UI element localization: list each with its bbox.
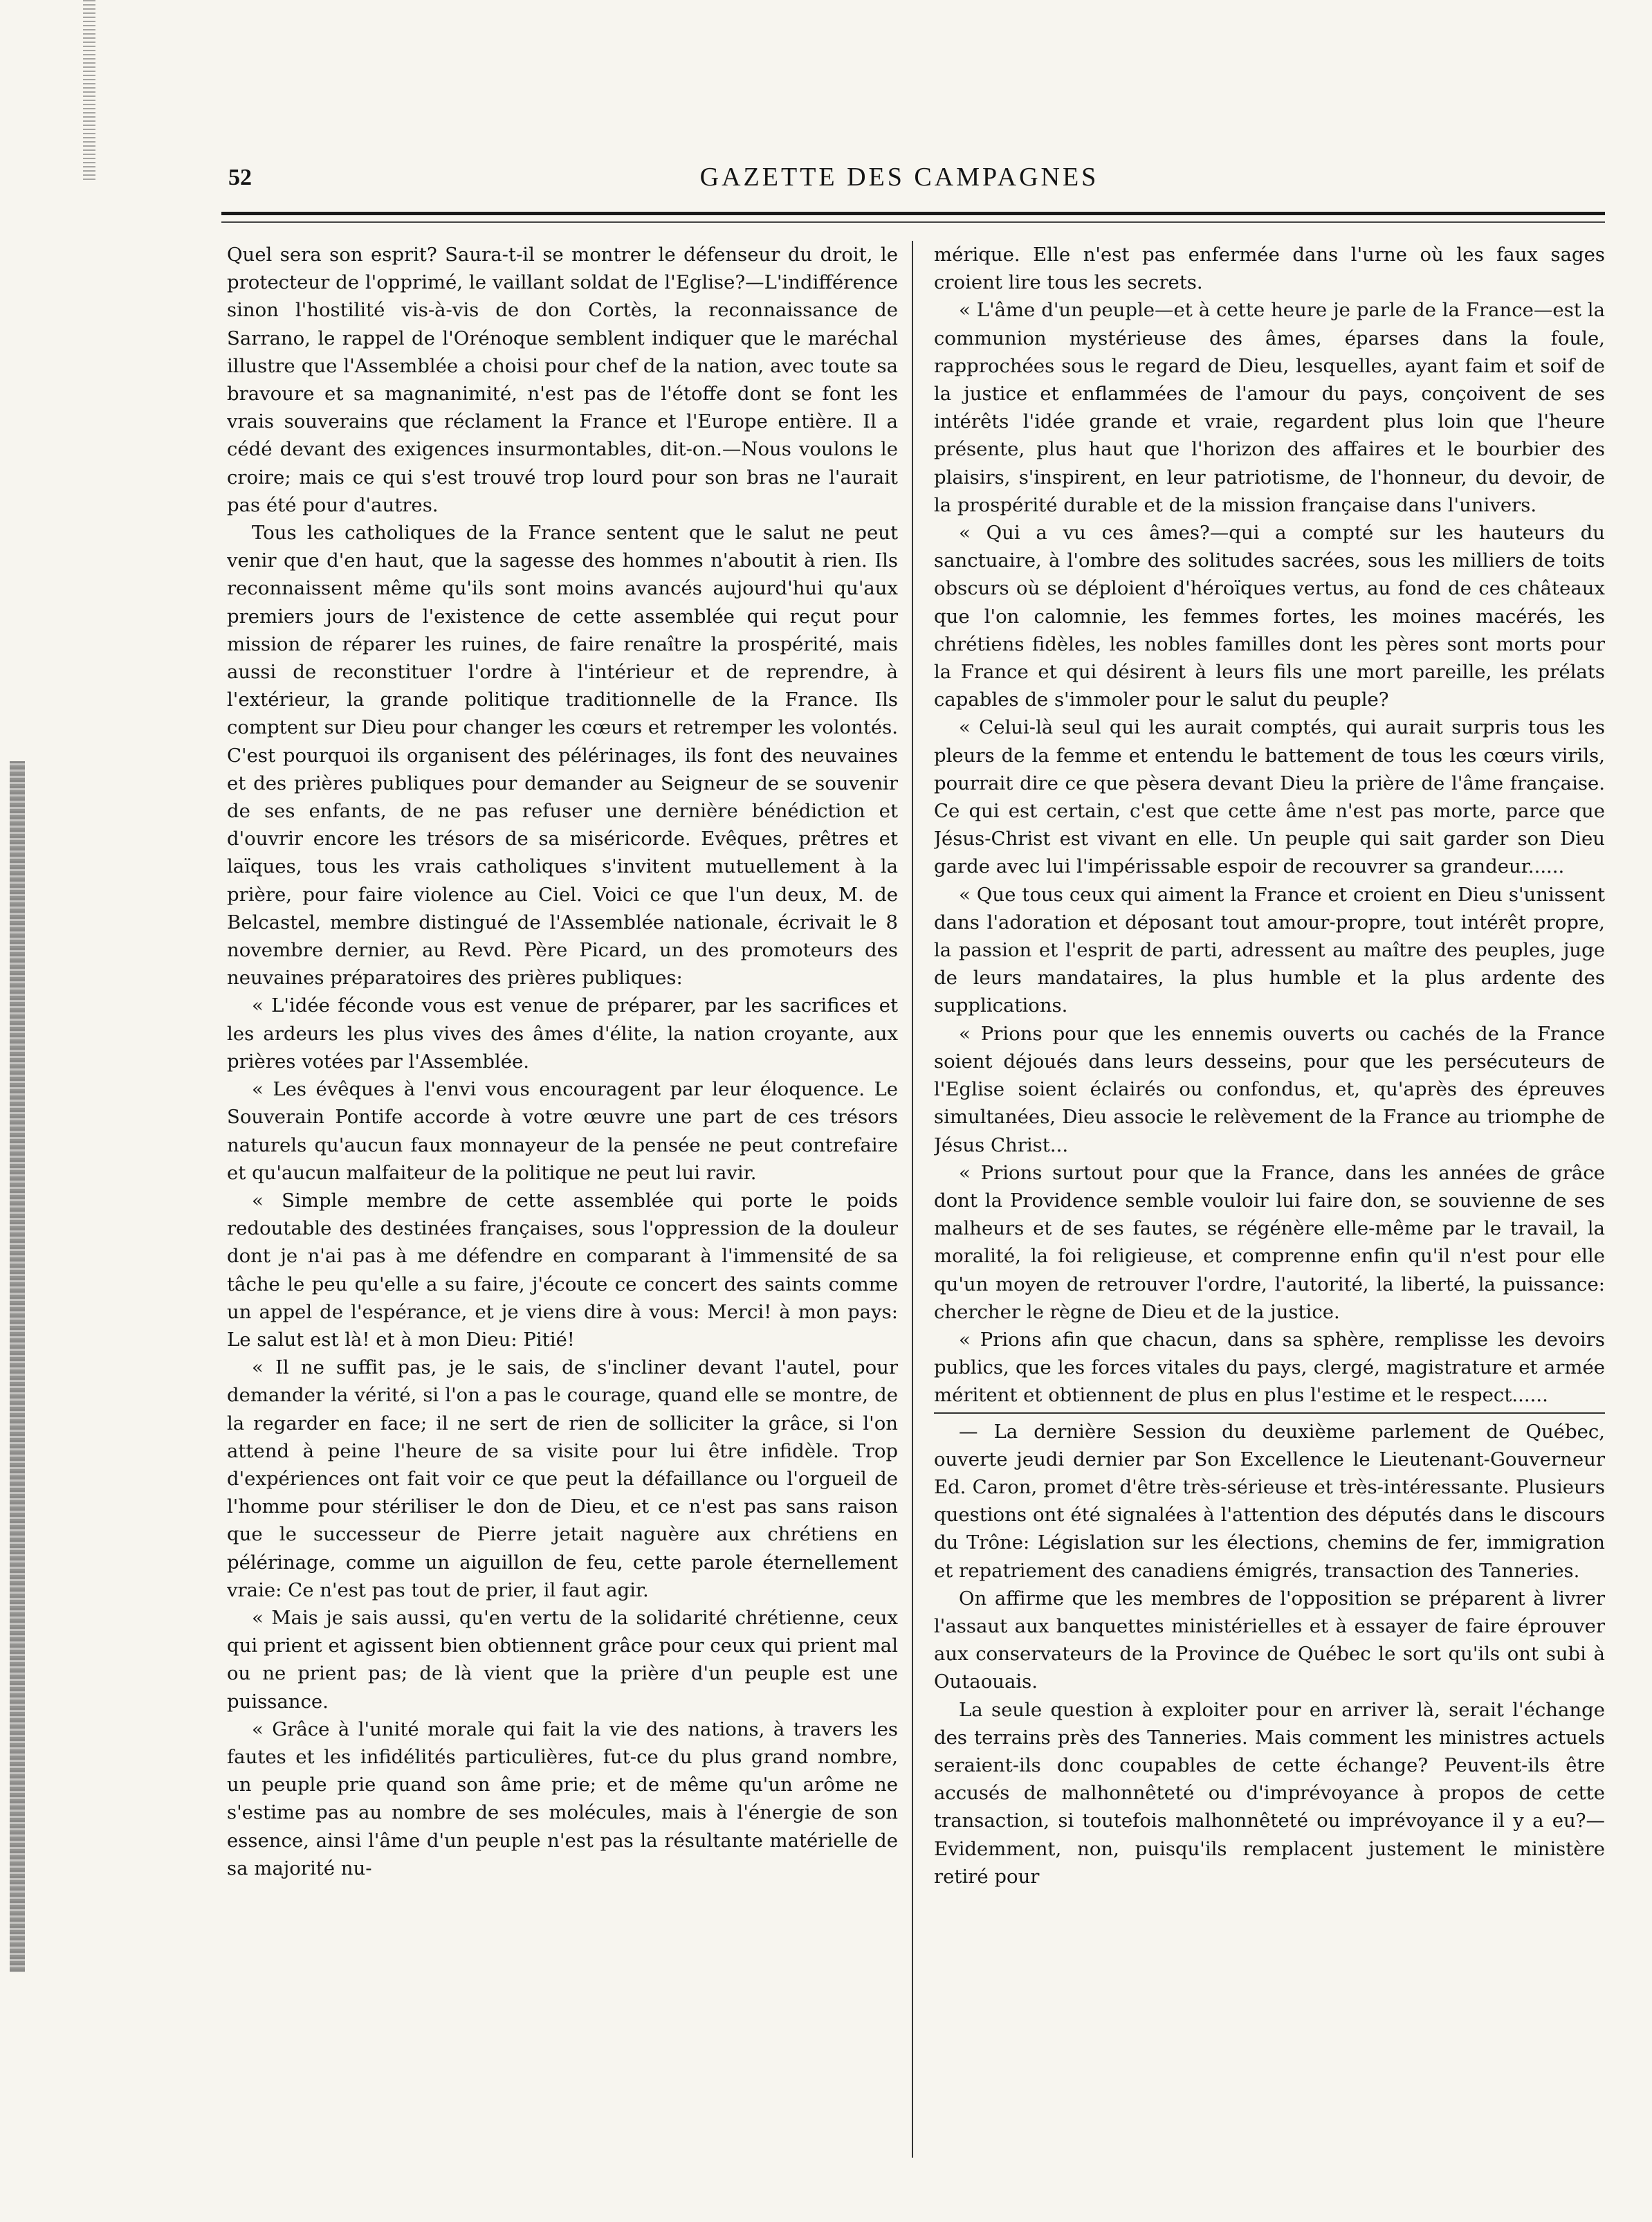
paragraph: Tous les catholiques de la France sentent que le salut ne peut venir que d'en haut, que la sagesse des hommes n'aboutit à rien. Ils reconnaissent même qu'ils sont moins avancés aujourd'hui qu'aux premiers jours de l'existence de cette assemblée qui reçut pour mission de réparer les ruines, de faire renaître la prospérité, mais aussi de reconstituer l'ordre à l'intérieur et de reprendre, à l'extérieur, la grande politique traditionnelle de la France. Ils comptent sur Dieu pour changer les cœurs et retremper les volontés. C'est pourquoi ils organisent des pélérinages, ils font des neuvaines et des prières publiques pour demander au Seigneur de se souvenir de ses enfants, de ne pas refuser une dernière bénédiction et d'ouvrir encore les trésors de sa miséricorde. Evêques, prêtres et laïques, tous les vrais catholiques s'invitent mutuellement à la prière, pour faire violence au Ciel. Voici ce que l'un deux, M. de Belcastel, membre distingué de l'Assemblée nationale, écrivait le 8 novembre dernier, au Revd. Père Picard, un des promoteurs des neuvaines préparatoires des prières publiques: — [227, 522, 898, 990]
paragraph: mérique. Elle n'est pas enfermée dans l'urne où les faux sages croient lire tous les secrets. — [934, 244, 1605, 294]
paragraph: « L'idée féconde vous est venue de préparer, par les sacrifices et les ardeurs les plus vives des âmes d'élite, la nation croyante, aux prières votées par l'Assemblée. — [227, 994, 898, 1073]
paragraph: « Prions afin que chacun, dans sa sphère, remplisse les devoirs publics, que les forces vitales du pays, clergé, magistrature et armée méritent et obtiennent de plus en plus l'estime et le respect...... — [934, 1328, 1605, 1407]
paragraph: « Prions pour que les ennemis ouverts ou cachés de la France soient déjoués dans leurs desseins, pour que les persécuteurs de l'Eglise soient éclairés ou confondus, et, qu'après des épreuves simultanées, Dieu associe le relèvement de la France au triomphe de Jésus Christ... — [934, 1022, 1605, 1156]
page-header — [208, 158, 1591, 199]
news-item-quebec-session: — La dernière Session du deuxième parlement de Québec, ouverte jeudi dernier par Son Excellence le Lieutenant-Gouverneur Ed. Caron, promet d'être très-sérieuse et très-intéressante. Plusieurs questions ont été signalées à l'attention des députés dans le discours du Trône: Législation sur les élections, chemins de fer, immigration et repatriement des canadiens émigrés, transaction des Tanneries. — [934, 1412, 1605, 1585]
header-rule — [221, 212, 1605, 215]
paragraph: On affirme que les membres de l'opposition se préparent à livrer l'assaut aux banquettes ministérielles et à essayer de faire éprouver aux conservateurs de la Province de Québec le sort qu'ils ont subi à Outaouais. — [934, 1587, 1605, 1693]
paragraph: « Mais je sais aussi, qu'en vertu de la solidarité chrétienne, ceux qui prient et agissent bien obtiennent grâce pour ceux qui prient mal ou ne prient pas; de là vient que la prière d'un peuple est une puissance. — [227, 1606, 898, 1713]
scan-edge-artifact — [10, 761, 25, 1972]
paragraph: La seule question à exploiter pour en arriver là, serait l'échange des terrains près des Tanneries. Mais comment les ministres actuels seraient-ils donc coupables de cette échange? Peuvent-ils être accusés de malhonnêteté ou d'imprévoyance à propos de cette transaction, si toutefois malhonnêteté ou imprévoyance il y a eu?—Evidemment, non, puisqu'ils remplacent justement le ministère retiré pour — [934, 1698, 1605, 1888]
left-column — [227, 241, 898, 2178]
paragraph: « Grâce à l'unité morale qui fait la vie des nations, à travers les fautes et les infidélités particulières, fut-ce du plus grand nombre, un peuple prie quand son âme prie; et de même qu'un arôme ne s'estime pas au nombre de ses molécules, mais à l'énergie de son essence, ainsi l'âme d'un peuple n'est pas la résultante matérielle de sa majorité nu- — [227, 1718, 898, 1879]
scan-edge-artifact-top — [83, 0, 95, 180]
column-divider — [912, 241, 913, 2158]
paragraph: « Prions surtout pour que la France, dans les années de grâce dont la Providence semble vouloir lui faire don, se souvienne de ses malheurs et de ses fautes, se régénère elle-même par le travail, la moralité, la foi religieuse, et comprenne enfin qu'il n'est pour elle qu'un moyen de retrouver l'ordre, l'autorité, la liberté, la puissance: chercher le règne de Dieu et de la justice. — [934, 1161, 1605, 1323]
right-column — [934, 241, 1605, 2178]
header-rule-thin — [221, 221, 1605, 223]
newspaper-page — [208, 138, 1605, 2201]
paragraph: « Que tous ceux qui aiment la France et croient en Dieu s'unissent dans l'adoration et déposant tout amour-propre, tout intérêt propre, la passion et l'esprit de parti, adressent au maître des peuples, juge de leurs mandataires, la plus humble et la plus ardente des supplications. — [934, 883, 1605, 1017]
paragraph: « L'âme d'un peuple—et à cette heure je parle de la France—est la communion mystérieuse des âmes, éparses dans la foule, rapprochées sous le regard de Dieu, lesquelles, ayant faim et soif de la justice et enflammées de l'amour du pays, conçoivent de ses intérêts l'idée grande et vraie, regardent plus loin que l'heure présente, plus haut que l'horizon des affaires et le bourbier des plaisirs, s'inspirent, en leur patriotisme, de l'honneur, du devoir, de la prospérité durable et de la mission française dans l'univers. — [934, 299, 1605, 516]
page-number: 52 — [228, 165, 252, 190]
running-title: GAZETTE DES CAMPAGNES — [699, 163, 1099, 192]
paragraph: « Qui a vu ces âmes?—qui a compté sur les hauteurs du sanctuaire, à l'ombre des solitudes sacrées, sous les milliers de toits obscurs où se déploient d'héroïques vertus, au fond de ces châteaux que l'on calomnie, les femmes fortes, les moines macérés, les chrétiens fidèles, les nobles familles dont les pères sont morts pour la France et qui désirent à leurs fils une mort pareille, les prélats capables de s'immoler pour le salut du peuple? — [934, 522, 1605, 711]
paragraph: « Les évêques à l'envi vous encouragent par leur éloquence. Le Souverain Pontife accorde à votre œuvre une part de ces trésors naturels qu'aucun faux monnayeur de la pensée ne peut contrefaire et qu'aucun malfaiteur de la politique ne peut lui ravir. — [227, 1078, 898, 1184]
paragraph: « Il ne suffit pas, je le sais, de s'incliner devant l'autel, pour demander la vérité, si l'on a pas le courage, quand elle se montre, de la regarder en face; il ne sert de rien de solliciter la grâce, si l'on attend à peine l'heure de sa visite pour lui être infidèle. Trop d'expériences ont fait voir ce que peut la défaillance ou l'orgueil de l'homme pour stériliser le don de Dieu, et ce n'est pas sans raison que le successeur de Pierre jetait naguère aux chrétiens en pélérinage, comme un aiguillon de feu, cette parole éternellement vraie: Ce n'est pas tout de prier, il faut agir. — [227, 1356, 898, 1601]
paragraph: « Celui-là seul qui les aurait comptés, qui aurait surpris tous les pleurs de la femme et entendu le battement de tous les cœurs virils, pourrait dire ce que pèsera devant Dieu la prière de l'âme française. Ce qui est certain, c'est que cette âme n'est pas morte, parce que Jésus-Christ est vivant en elle. Un peuple qui sait garder son Dieu garde avec lui l'impérissable espoir de recouvrer sa grandeur...... — [934, 716, 1605, 878]
paragraph: Quel sera son esprit? Saura-t-il se montrer le défenseur du droit, le protecteur de l'opprimé, le vaillant soldat de l'Eglise?—L'indifférence sinon l'hostilité vis-à-vis de don Cortès, la reconnaissance de Sarrano, le rappel de l'Orénoque semblent indiquer que le maréchal illustre que l'Assemblée a choisi pour chef de la nation, avec toute sa bravoure et sa magnanimité, n'est pas de l'étoffe dont se font les vrais souverains que réclament la France et l'Europe entière. Il a cédé devant des exigences insurmontables, dit-on.—Nous voulons le croire; mais ce qui s'est trouvé trop lourd pour son bras ne l'aurait pas été pour d'autres. — [227, 244, 898, 516]
paragraph: « Simple membre de cette assemblée qui porte le poids redoutable des destinées françaises, sous l'oppression de la douleur dont je n'ai pas à me défendre en comparant à l'immensité de sa tâche le peu qu'elle a su faire, j'écoute ce concert des saints comme un appel de l'espérance, et je viens dire à vous: Merci! à mon pays: Le salut est là! et à mon Dieu: Pitié! — [227, 1189, 898, 1351]
